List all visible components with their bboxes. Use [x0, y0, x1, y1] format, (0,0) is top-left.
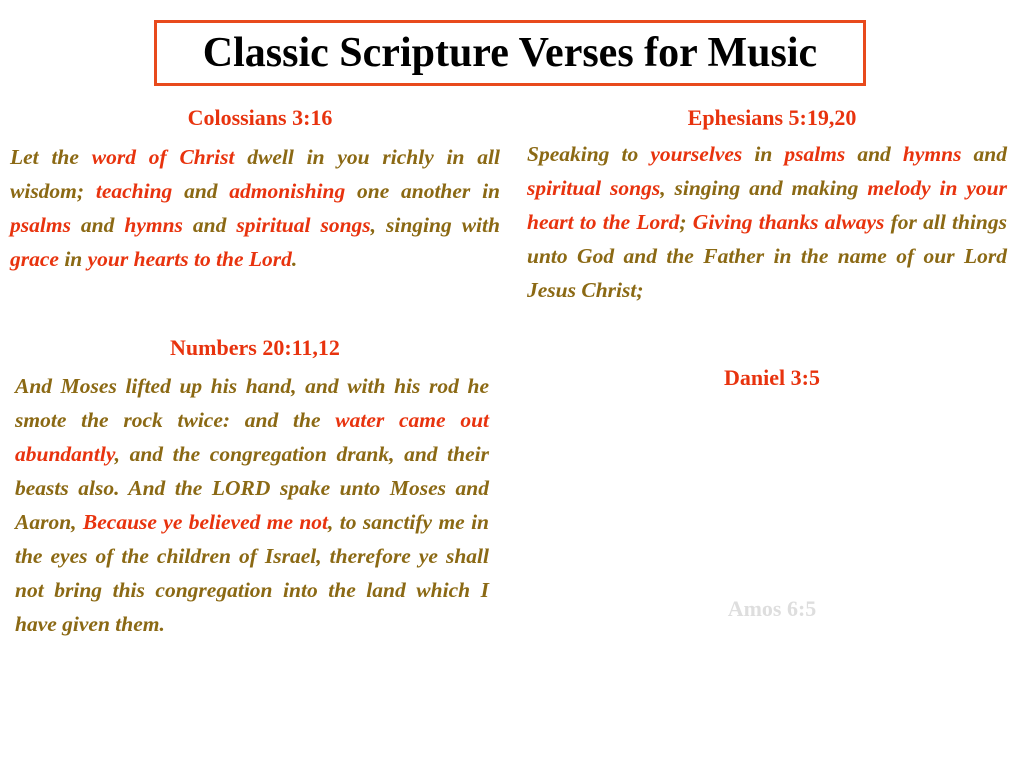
verse-highlight: Giving thanks always [692, 210, 885, 234]
verse-text: ; [679, 210, 693, 234]
verse-text: Let the [10, 145, 92, 169]
verse-highlight: grace [10, 247, 59, 271]
numbers-reference: Numbers 20:11,12 [170, 335, 340, 360]
page-title: Classic Scripture Verses for Music [202, 30, 818, 76]
verse-text: . [291, 247, 298, 271]
title-box [154, 20, 866, 86]
verse-highlight: hymns [124, 213, 183, 237]
colossians-verse [10, 140, 500, 276]
verse-highlight: psalms [784, 142, 846, 166]
verse-highlight: spiritual songs [527, 176, 661, 200]
verse-highlight: hymns [902, 142, 962, 166]
verse-text: , singing and making [660, 176, 868, 200]
verse-text: , and the congregation drank, and their beasts also. And the LORD spake unto Moses and Aaron, [15, 442, 489, 534]
verse-text: for all things unto God and the Father in the name of our Lord Jesus Christ; [527, 210, 1007, 302]
verse-highlight: water came out abundantly [15, 408, 489, 466]
ephesians-verse [527, 137, 1007, 307]
verse-highlight: psalms [10, 213, 71, 237]
verse-text: And Moses lifted up his hand, and with his rod he smote the rock twice: and the [15, 374, 489, 432]
verse-text: in [742, 142, 785, 166]
colossians-reference: Colossians 3:16 [187, 105, 333, 130]
verse-highlight: word of Christ [91, 145, 235, 169]
verse-text: and [845, 142, 903, 166]
numbers-verse [15, 369, 489, 641]
verse-highlight: teaching [95, 179, 173, 203]
verse-text: and [70, 213, 125, 237]
verse-highlight: spiritual songs [236, 213, 371, 237]
amos-reference: Amos 6:5 [727, 596, 817, 621]
verse-text: and [172, 179, 230, 203]
verse-highlight: your hearts to the Lord [87, 247, 292, 271]
verse-text: , to sanctify me in the eyes of the children of Israel, therefore ye shall not bring this congregation into the land which I have given them. [15, 510, 489, 636]
verse-text: , singing with [370, 213, 500, 237]
verse-text: and [961, 142, 1007, 166]
daniel-reference: Daniel 3:5 [724, 365, 820, 390]
verse-highlight: admonishing [229, 179, 346, 203]
verse-highlight: yourselves [650, 142, 743, 166]
verse-text: in [58, 247, 88, 271]
verse-highlight: Because ye believed me not [82, 510, 329, 534]
verse-text: and [182, 213, 237, 237]
verse-text: one another in [345, 179, 500, 203]
verse-highlight: melody in your heart to the Lord [527, 176, 1008, 234]
verse-text: Speaking to [527, 142, 651, 166]
verse-text: dwell in you richly in all wisdom; [10, 145, 500, 203]
ephesians-reference: Ephesians 5:19,20 [687, 105, 857, 130]
